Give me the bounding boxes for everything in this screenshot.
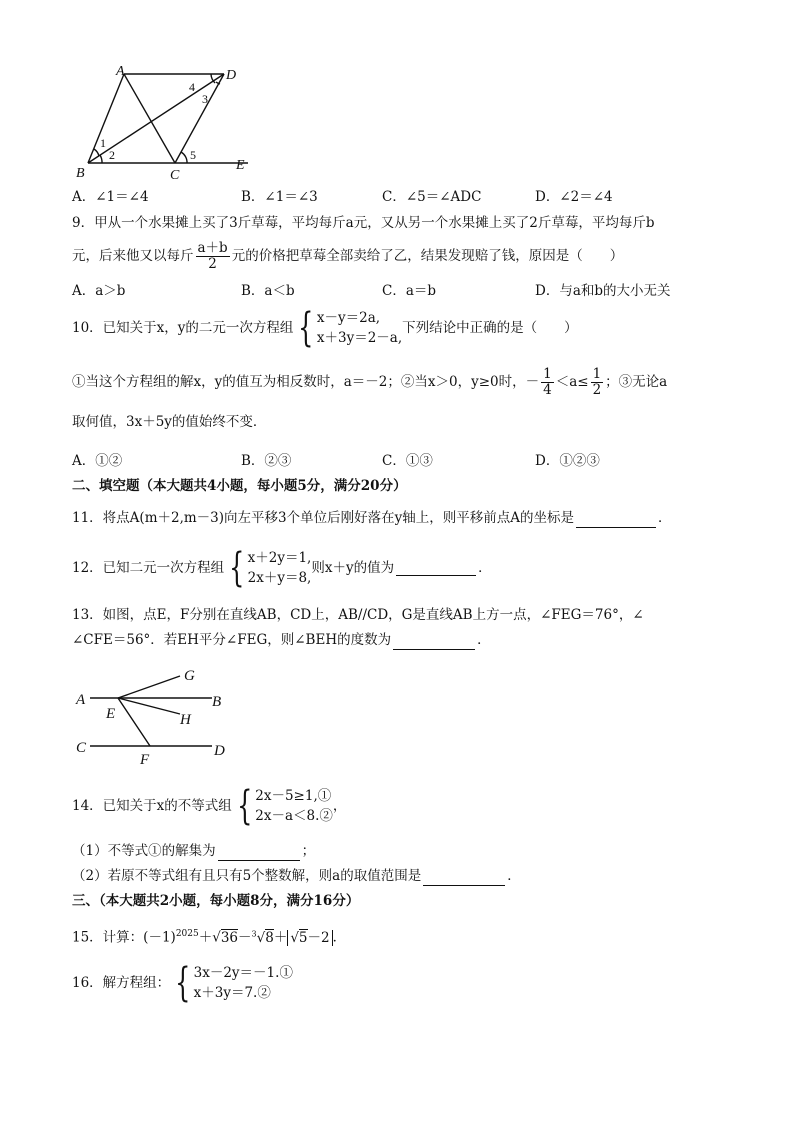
- q15: [72, 924, 346, 948]
- q8-option-a: A．∠1＝∠4: [72, 189, 149, 205]
- q12-answer-blank[interactable]: [396, 561, 476, 576]
- q8-option-b: B．∠1＝∠3: [241, 189, 318, 205]
- q9-option-d: D．与a和b的大小无关: [535, 283, 671, 299]
- q10-frac2-den: 2: [592, 382, 602, 398]
- q14-sub2-text: （2）若原不等式组有且只有5个整数解，则a的取值范围是: [72, 868, 422, 884]
- abs-tail: －2: [307, 929, 330, 946]
- abs-expression: √5－2: [287, 930, 332, 946]
- q10-option-a: A．①②: [72, 453, 123, 469]
- q13-answer-blank[interactable]: [393, 635, 475, 650]
- cbrt-index: 3: [251, 929, 257, 938]
- q11-answer-blank[interactable]: [576, 513, 656, 528]
- q9-line2: [72, 238, 623, 274]
- q9-line2-post: 元的价格把草莓全部卖给了乙，结果发现赔了钱，原因是（ ）: [231, 248, 624, 264]
- q10-line2-post: ；③无论a: [605, 374, 668, 390]
- q10-mid: ＜a≤: [555, 374, 589, 390]
- q10-option-b: B．②③: [241, 453, 292, 469]
- q10-frac1: [541, 367, 554, 398]
- q14-sub1-semicolon: ；: [301, 843, 316, 859]
- q9-option-c: C．a＝b: [382, 283, 437, 299]
- angle-label-4: 4: [189, 80, 195, 94]
- label-e: E: [236, 158, 245, 173]
- q9-line2-pre: 元，后来他又以每斤: [72, 248, 194, 264]
- angle-label-1: 1: [100, 136, 106, 150]
- q13-period: ．: [477, 632, 491, 648]
- q11-text: 11．将点A(m＋2,m－3)向左平移3个单位后刚好落在y轴上，则平移前点A的坐标是: [72, 510, 574, 526]
- segment-ac: [124, 74, 175, 163]
- q14-post: ，: [332, 798, 347, 814]
- q12-pre: 12．已知二元一次方程组: [72, 560, 225, 576]
- section-2-heading: 二、填空题（本大题共4小题，每小题5分，满分20分）: [72, 478, 407, 494]
- q10-post: 下列结论中正确的是（ ）: [402, 320, 578, 336]
- q10-frac2-num: 1: [592, 366, 602, 382]
- q15-pre: 15．计算：(－1): [72, 929, 176, 946]
- q12-system: { x＋2y＝1, 2x＋y＝8,: [229, 545, 312, 591]
- q9-fraction: [196, 241, 230, 272]
- q14-sub2: [72, 866, 521, 886]
- q8-option-d: D．∠2＝∠4: [535, 189, 613, 205]
- q15-plus1: ＋: [198, 929, 213, 946]
- q16-eq1: 3x－2y＝－1.①: [193, 965, 293, 981]
- q16: [72, 960, 293, 1006]
- q9-option-a: A．a＞b: [72, 283, 126, 299]
- sqrt-5-radicand: 5: [298, 929, 308, 946]
- q10-line3: 取何值，3x＋5y的值始终不变．: [72, 414, 267, 430]
- q10-option-d: D．①②③: [535, 453, 600, 469]
- label-e: E: [106, 706, 116, 722]
- sqrt-36-radicand: 36: [220, 929, 239, 946]
- q10-eq1: x－y＝2a,: [316, 310, 381, 326]
- q9-option-b: B．a＜b: [241, 283, 295, 299]
- q10-frac1-num: 1: [543, 366, 552, 382]
- sqrt-36: √36: [212, 929, 239, 946]
- label-a: A: [116, 64, 125, 79]
- q12-eq2: 2x＋y＝8,: [247, 570, 312, 586]
- q13-line2: [72, 630, 491, 650]
- q10-system: { x－y＝2a, x＋3y＝2－a,: [298, 305, 403, 351]
- q9-frac-num: a＋b: [197, 240, 228, 256]
- label-d: D: [226, 68, 237, 83]
- cbrt-8: $^3$√8: [251, 929, 274, 946]
- q9-line1: 9．甲从一个水果摊上买了3斤草莓，平均每斤a元，又从另一个水果摊上买了2斤草莓，平均每斤b: [72, 215, 655, 231]
- q13-line2-text: ∠CFE＝56°．若EH平分∠FEG，则∠BEH的度数为: [72, 632, 392, 648]
- label-a: A: [76, 692, 86, 708]
- q10-frac1-den: 4: [543, 382, 552, 398]
- parallelogram-figure: [72, 62, 262, 180]
- q11-period: ．: [658, 510, 672, 526]
- q16-eq2: x＋3y＝7.②: [193, 985, 271, 1001]
- q14-eq2: 2x－a＜8.②: [255, 808, 333, 824]
- label-b: B: [76, 166, 85, 180]
- label-d: D: [214, 743, 225, 759]
- parallel-lines-figure: [72, 664, 242, 768]
- q16-system: { 3x－2y＝－1.① x＋3y＝7.②: [175, 960, 293, 1006]
- q10-line2: [72, 364, 667, 400]
- q12-post: 则x＋y的值为: [311, 560, 395, 576]
- angle-label-3: 3: [202, 92, 208, 106]
- angle-arc-c: [181, 152, 187, 163]
- q13-line1: 13．如图，点E，F分别在直线AB，CD上，AB//CD，G是直线AB上方一点，∠FEG＝76°，∠: [72, 607, 644, 623]
- angle-arc-b: [100, 155, 102, 163]
- q12: [72, 545, 492, 591]
- label-f: F: [140, 752, 150, 768]
- segment-dc: [175, 74, 224, 163]
- segment-ab: [88, 74, 124, 163]
- q15-period: ．: [332, 929, 347, 946]
- label-g: G: [184, 668, 195, 684]
- q11: [72, 508, 672, 528]
- q10-line2-pre: ①当这个方程组的解x，y的值互为相反数时，a＝－2；②当x＞0，y≥0时，－: [72, 374, 540, 390]
- label-c: C: [170, 168, 180, 180]
- q16-pre: 16．解方程组：: [72, 975, 171, 991]
- q14-sub1-blank[interactable]: [218, 846, 300, 861]
- q10-option-c: C．①③: [382, 453, 433, 469]
- q14-system: { 2x－5≥1,① 2x－a＜8.②: [236, 783, 333, 829]
- q14-sub1: [72, 841, 315, 861]
- q14-sub2-blank[interactable]: [423, 871, 505, 886]
- angle-label-5: 5: [190, 148, 196, 162]
- q14: [72, 783, 347, 829]
- q10-pre: 10．已知关于x，y的二元一次方程组: [72, 320, 294, 336]
- q8-option-c: C．∠5＝∠ADC: [382, 189, 482, 205]
- q14-pre: 14．已知关于x的不等式组: [72, 798, 232, 814]
- angle-arc-b2: [94, 149, 99, 156]
- q14-sub2-period: ．: [507, 868, 521, 884]
- ray-eg: [118, 676, 180, 698]
- label-c: C: [76, 740, 87, 756]
- cbrt-8-radicand: 8: [265, 929, 274, 946]
- q12-eq1: x＋2y＝1,: [247, 550, 312, 566]
- q10-line1: [72, 305, 578, 351]
- label-h: H: [180, 712, 191, 728]
- q9-frac-den: 2: [208, 256, 217, 272]
- angle-label-2: 2: [109, 148, 115, 162]
- q15-minus: －: [238, 929, 252, 946]
- q10-eq2: x＋3y＝2－a,: [316, 330, 403, 346]
- q14-sub1-text: （1）不等式①的解集为: [72, 843, 216, 859]
- section-3-heading: 三、（本大题共2小题，每小题8分，满分16分）: [72, 893, 360, 909]
- q10-frac2: [591, 367, 604, 398]
- q12-period: ．: [478, 560, 492, 576]
- label-b: B: [212, 694, 222, 710]
- q14-eq1: 2x－5≥1,①: [255, 788, 332, 804]
- q15-plus2: ＋: [273, 929, 288, 946]
- q15-exponent: 2025: [175, 929, 199, 939]
